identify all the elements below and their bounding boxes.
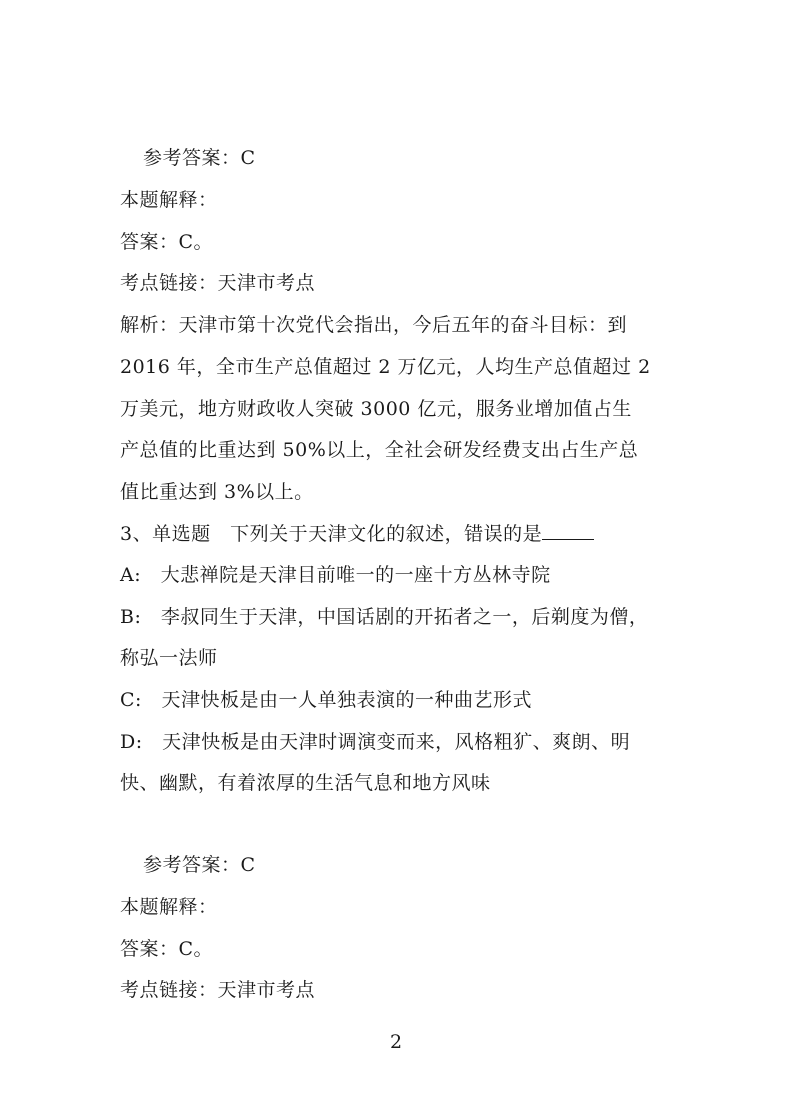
- analysis-line-5: 值比重达到 3%以上。: [120, 481, 314, 503]
- analysis-line-2: 2016 年，全市生产总值超过 2 万亿元，人均生产总值超过 2: [120, 356, 651, 378]
- explanation-label-2: 本题解释：: [120, 896, 218, 918]
- option-d-line-1: D: 天津快板是由天津时调演变而来，风格粗犷、爽朗、明: [120, 731, 631, 753]
- answer-blank: [542, 521, 594, 540]
- option-b-line-2: 称弘一法师: [120, 647, 218, 669]
- reference-answer-1: 参考答案：C: [143, 147, 256, 169]
- question-3-stem: [120, 521, 594, 546]
- explanation-label-1: 本题解释：: [120, 189, 218, 211]
- topic-link-2: 考点链接：天津市考点: [120, 979, 316, 1001]
- analysis-line-1: 解析：天津市第十次党代会指出，今后五年的奋斗目标：到: [120, 314, 628, 336]
- page-number: 2: [389, 1031, 403, 1053]
- analysis-line-4: 产总值的比重达到 50%以上，全社会研发经费支出占生产总: [120, 439, 639, 461]
- answer-line-2: 答案：C。: [120, 938, 214, 960]
- option-a: A: 大悲禅院是天津目前唯一的一座十方丛林寺院: [120, 564, 551, 586]
- option-d-line-2: 快、幽默，有着浓厚的生活气息和地方风味: [120, 772, 491, 794]
- option-c: C: 天津快板是由一人单独表演的一种曲艺形式: [120, 689, 532, 711]
- answer-line-1: 答案：C。: [120, 231, 214, 253]
- analysis-line-3: 万美元，地方财政收人突破 3000 亿元，服务业增加值占生: [120, 398, 632, 420]
- option-b-line-1: B: 李叔同生于天津，中国话剧的开拓者之一，后剃度为僧，: [120, 606, 649, 628]
- reference-answer-2: 参考答案：C: [143, 854, 256, 876]
- question-3-text: 3、单选题 下列关于天津文化的叙述，错误的是: [120, 523, 543, 545]
- topic-link-1: 考点链接：天津市考点: [120, 272, 316, 294]
